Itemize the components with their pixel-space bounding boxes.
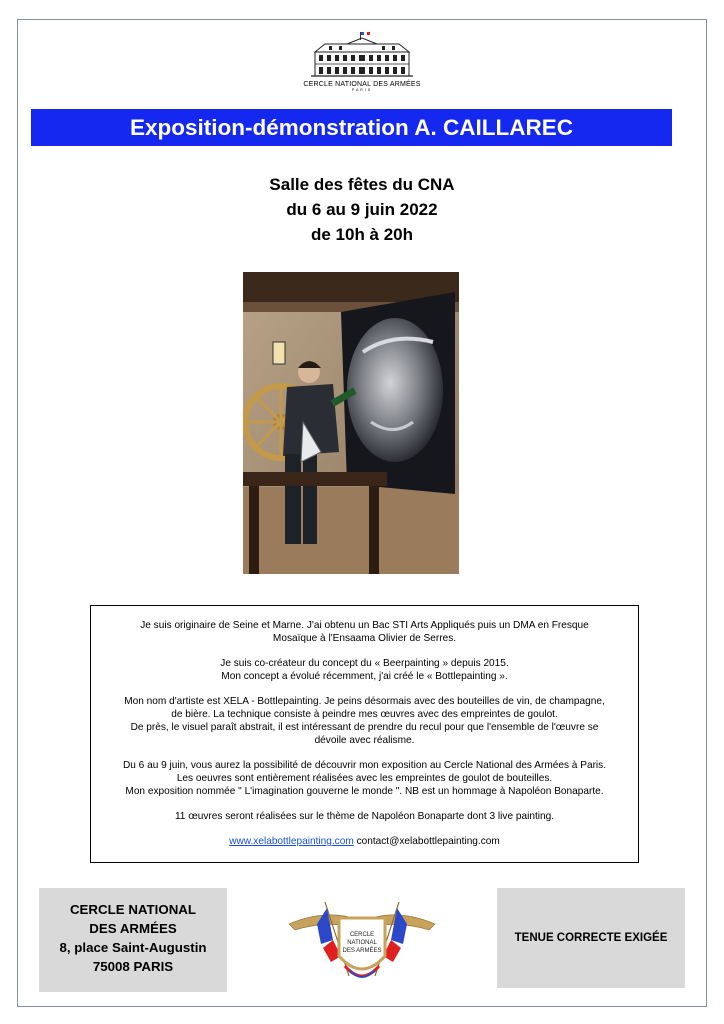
address-line: DES ARMÉES [89,921,177,936]
emblem-text: CERCLE [349,932,375,938]
emblem-text: NATIONAL [347,940,377,946]
bio-paragraph-2 [99,657,630,683]
bio-text: Mon nom d'artiste est XELA - Bottlepainting. Je peins désormais avec des bouteilles de vin, de champagne, [124,696,605,707]
contact-line [99,835,630,848]
website-link[interactable]: www.xelabottlepainting.com [229,836,354,847]
bio-text: De près, le visuel paraît abstrait, il est intéressant de prendre du recul pour que l'ensemble de l'œuvre se [130,722,599,733]
artist-photo [243,272,459,574]
dress-code-box [497,888,685,988]
event-hours: de 10h à 20h [310,225,414,244]
building-icon [307,30,417,80]
bio-paragraph-3 [99,695,630,747]
emblem-text: DES ARMÉES [342,948,382,954]
address-box [39,888,227,992]
event-info [160,172,564,247]
bio-paragraph-5: 11 œuvres seront réalisées sur le thème de Napoléon Bonaparte dont 3 live painting. [174,811,555,822]
artist-bio [90,605,639,863]
bio-text: dévoile avec réalisme. [314,735,415,746]
cna-emblem-logo [287,896,437,988]
bio-text: Mon concept a évolué récemment, j'ai créé le « Bottlepainting ». [221,671,508,682]
bio-text: Mon exposition nommée " L'imagination gouverne le monde ". NB est un hommage à Napoléon Bonaparte. [125,786,604,797]
bio-text: Les oeuvres sont entièrement réalisées avec les empreintes de goulot de bouteilles. [176,773,553,784]
address-line: CERCLE NATIONAL [69,902,197,917]
bio-text: de bière. La technique consiste à peindre mes œuvres avec des empreintes de goulot. [171,709,558,720]
contact-email: contact@xelabottlepainting.com [356,836,500,847]
bio-text: Mosaïque à l'Ensaama Olivier de Serres. [272,633,457,644]
page-title: Exposition-démonstration A. CAILLAREC [31,109,672,146]
bio-text: Je suis co-créateur du concept du « Beerpainting » depuis 2015. [220,658,509,669]
bio-paragraph-4 [99,759,630,798]
bio-text: Du 6 au 9 juin, vous aurez la possibilité de découvrir mon exposition au Cercle National des Armées à Paris. [122,760,607,771]
logo-org-name: CERCLE NATIONAL DES ARMÉES [303,81,421,88]
event-venue: Salle des fêtes du CNA [269,175,455,194]
event-dates: du 6 au 9 juin 2022 [286,200,438,219]
dress-code-text: TENUE CORRECTE EXIGÉE [514,932,668,944]
bio-paragraph-1 [99,619,630,645]
cna-building-logo [300,30,424,100]
address-line: 75008 PARIS [92,959,174,974]
logo-city: PARIS [351,88,373,92]
bio-text: Je suis originaire de Seine et Marne. J'ai obtenu un Bac STI Arts Appliqués puis un DMA en Fresque [140,620,589,631]
address-line: 8, place Saint-Augustin [59,940,207,955]
